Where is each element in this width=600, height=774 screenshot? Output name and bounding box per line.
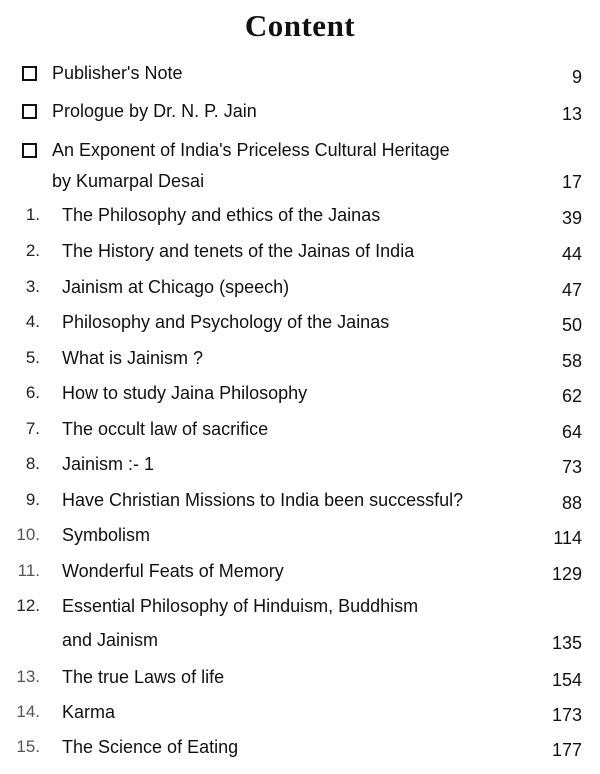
toc-entry-title: Wonderful Feats of Memory xyxy=(62,561,284,581)
checkbox-bullet-icon xyxy=(22,100,52,124)
toc-entry-page: 135 xyxy=(551,633,582,653)
chapter-number: 2. xyxy=(25,241,40,260)
toc-entry-page: 154 xyxy=(551,670,582,690)
toc-entry-page: 177 xyxy=(551,740,582,760)
chapter-number: 12. xyxy=(16,596,40,615)
checkbox-bullet-icon xyxy=(22,139,52,163)
toc-entry-title-line1: An Exponent of India's Priceless Cultural Heritage xyxy=(52,140,450,160)
chapter-number: 13. xyxy=(16,667,40,686)
chapter-number: 1. xyxy=(25,205,40,224)
toc-entry-title-line2: and Jainism xyxy=(62,630,159,650)
toc-entry-page: 47 xyxy=(561,280,582,300)
chapter-number: 5. xyxy=(25,348,40,367)
toc-entry-title: Publisher's Note xyxy=(52,63,183,83)
toc-entry-title: Symbolism xyxy=(62,525,151,545)
chapter-number: 11. xyxy=(17,561,40,580)
toc-entry-title: The Philosophy and ethics of the Jainas xyxy=(62,205,381,225)
toc-entry-page: 39 xyxy=(561,208,582,228)
chapter-number: 7. xyxy=(25,419,40,438)
chapter-number: 8. xyxy=(25,454,40,473)
toc-entry-title: Jainism :- 1 xyxy=(62,454,155,474)
chapter-number: 9. xyxy=(25,490,40,509)
toc-entry-title: What is Jainism ? xyxy=(62,348,204,368)
toc-entry-page: 88 xyxy=(561,493,582,513)
toc-entry-title: Have Christian Missions to India been successful? xyxy=(62,490,464,510)
chapter-number: 3. xyxy=(25,277,40,296)
toc-entry-title: Prologue by Dr. N. P. Jain xyxy=(52,101,257,121)
toc-entry-page: 73 xyxy=(561,457,582,477)
toc-entry-page: 64 xyxy=(561,422,582,442)
chapter-number: 10. xyxy=(16,525,40,544)
toc-entry-title: Philosophy and Psychology of the Jainas xyxy=(62,312,390,332)
toc-entry-page: 58 xyxy=(561,351,582,371)
toc-entry-page: 114 xyxy=(553,528,582,548)
chapter-number: 15. xyxy=(16,737,40,756)
checkbox-bullet-icon xyxy=(22,62,52,86)
toc-entry-page: 173 xyxy=(551,705,582,725)
chapter-number: 14. xyxy=(16,702,40,721)
page-title: Content xyxy=(244,8,356,43)
toc-entry-title: How to study Jaina Philosophy xyxy=(62,383,308,403)
toc-entry-title-line2: by Kumarpal Desai xyxy=(52,171,205,191)
toc-entry-title: The true Laws of life xyxy=(62,667,225,687)
toc-entry-page: 62 xyxy=(561,386,582,406)
toc-entry-page: 129 xyxy=(551,564,582,584)
toc-entry-page: 9 xyxy=(571,67,582,87)
chapter-number: 6. xyxy=(25,383,40,402)
toc-entry-title: The occult law of sacrifice xyxy=(62,419,269,439)
toc-entry-title: Karma xyxy=(62,702,116,722)
toc-entry-page: 17 xyxy=(561,172,582,192)
toc-entry-page: 13 xyxy=(561,104,582,124)
toc-entry-page: 50 xyxy=(561,315,582,335)
toc-entry-title: The History and tenets of the Jainas of India xyxy=(62,241,415,261)
toc-entry-page: 44 xyxy=(561,244,582,264)
toc-entry-title: Jainism at Chicago (speech) xyxy=(62,277,290,297)
toc-entry-title: The Science of Eating xyxy=(62,737,239,757)
chapter-number: 4. xyxy=(25,312,40,331)
toc-entry-title-line1: Essential Philosophy of Hinduism, Buddhism xyxy=(62,596,419,616)
